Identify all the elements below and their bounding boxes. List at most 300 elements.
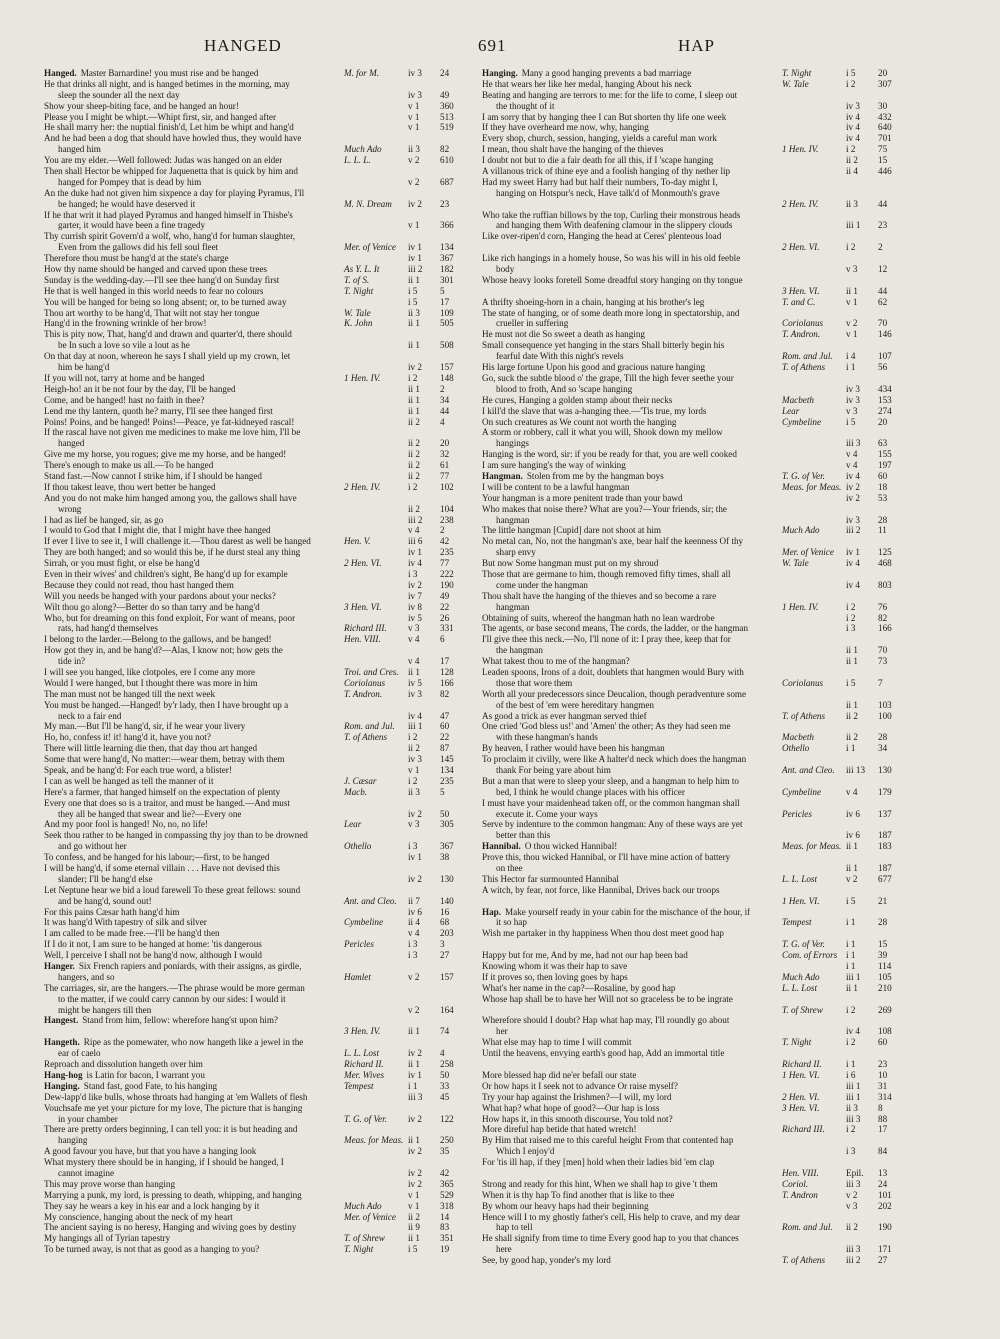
concordance-line: [482, 427, 912, 438]
act-scene: ii 1: [846, 841, 858, 852]
quotation: [496, 830, 550, 841]
quotation: [44, 427, 300, 438]
quotation-text: hanged him: [58, 144, 101, 155]
act-scene: iv 3: [846, 394, 860, 405]
quotation-text: If it proves so, then loving goes by haps: [482, 971, 628, 982]
line-number: 88: [878, 1113, 888, 1124]
act-scene: iv 2: [408, 1113, 422, 1124]
concordance-line: [482, 144, 912, 155]
quotation: [44, 231, 295, 242]
quotation-text: and hanging them With deafening clamour in the slippery clouds: [496, 220, 733, 231]
act-scene: i 2: [846, 144, 856, 155]
quotation-text: the thought of it: [496, 100, 555, 111]
quotation-text: hangings: [496, 438, 529, 449]
act-scene: iv 3: [408, 688, 422, 699]
concordance-line: [44, 1048, 474, 1059]
quotation-text: He shall signify from time to time Every good hap to you that chances: [482, 1233, 739, 1244]
quotation: [482, 656, 630, 667]
play-title: Meas. for Meas.: [344, 1135, 404, 1146]
concordance-line: [44, 166, 474, 177]
concordance-line: [482, 994, 912, 1005]
quotation-text: Beating and hanging are terrors to me: for the life to come, I sleep out: [482, 89, 738, 100]
quotation-text: Vouchsafe me yet your picture for my love, The picture that is hanging: [44, 1102, 303, 1113]
concordance-line: [44, 210, 474, 221]
act-scene: iv 4: [408, 710, 422, 721]
concordance-line: [44, 830, 474, 841]
quotation-text: Lend me thy lantern, quoth he? marry, I'll see thee hanged first: [44, 405, 273, 416]
act-scene: v 2: [846, 873, 858, 884]
play-title: Pericles: [782, 808, 812, 819]
concordance-line: [482, 231, 912, 242]
quotation: [44, 253, 229, 264]
concordance-line: [482, 547, 912, 558]
quotation: [496, 264, 514, 275]
act-scene: i 1: [846, 1059, 856, 1070]
line-number: 505: [440, 318, 454, 329]
concordance-line: [482, 493, 912, 504]
act-scene: iv 3: [846, 514, 860, 525]
quotation-text: in your chamber: [58, 1113, 118, 1124]
play-title: T. of Shrew: [782, 1004, 823, 1015]
line-number: 44: [440, 405, 450, 416]
quotation: [44, 700, 288, 711]
quotation: [496, 515, 529, 526]
quotation: [496, 809, 598, 820]
act-scene: Epil.: [846, 1167, 864, 1178]
line-number: 82: [440, 688, 450, 699]
act-scene: ii 4: [408, 917, 420, 928]
quotation: [482, 819, 743, 830]
quotation-text: wrong: [58, 503, 82, 514]
line-number: 18: [878, 481, 888, 492]
quotation-text: Like rich hangings in a homely house, So was his will in his old feeble: [482, 253, 741, 264]
line-number: 50: [440, 808, 450, 819]
quotation: [44, 133, 301, 144]
quotation: [482, 1135, 733, 1146]
concordance-line: [482, 1212, 912, 1223]
quotation: [482, 667, 744, 678]
quotation-text: But now Some hangman must put on my shroud: [482, 558, 659, 569]
concordance-line: [44, 939, 474, 950]
quotation-text: Sirrah, or you must fight, or else be hang'd: [44, 558, 200, 569]
act-scene: i 5: [408, 296, 418, 307]
quotation-text: hanged: [58, 438, 85, 449]
quotation: [482, 613, 715, 624]
quotation-text: Stand from him, fellow: wherefore hang'st upon him?: [82, 1015, 278, 1026]
concordance-line: [482, 667, 912, 678]
concordance-line: [482, 177, 912, 188]
line-number: 6: [440, 634, 445, 645]
act-scene: iii 2: [846, 525, 861, 536]
concordance-line: [482, 656, 912, 667]
play-title: T. of S.: [344, 274, 370, 285]
quotation-text: Therefore thou must be hang'd at the state's charge: [44, 253, 229, 264]
quotation-text: Strong and ready for this hint, When we shall hap to give 't them: [482, 1178, 718, 1189]
concordance-line: [44, 1135, 474, 1146]
quotation-text: Stand fast, good Fate, to his hanging: [83, 1080, 218, 1091]
quotation: [58, 220, 205, 231]
concordance-line: [482, 1059, 912, 1070]
act-scene: i 3: [846, 1146, 856, 1157]
line-number: 11: [878, 525, 887, 536]
quotation-text: Who take the ruffian billows by the top, Curling their monstrous heads: [482, 209, 741, 220]
quotation-text: When it is thy hap To find another that is like to thee: [482, 1189, 675, 1200]
quotation: [496, 700, 654, 711]
quotation-text: On such creatures as We count not worth the hanging: [482, 416, 677, 427]
quotation-text: If I do it not, I am sure to be hanged at home: 'tis dangerous: [44, 939, 262, 950]
act-scene: ii 3: [846, 1102, 858, 1113]
concordance-line: [482, 155, 912, 166]
quotation-text: Happy but for me, And by me, had not our hap been bad: [482, 950, 688, 961]
act-scene: iv 2: [408, 1178, 422, 1189]
line-number: 20: [878, 416, 888, 427]
act-scene: i 2: [846, 1124, 856, 1135]
quotation-text: I will see you hanged, like clotpoles, ere I come any more: [44, 666, 256, 677]
concordance-line: [482, 580, 912, 591]
line-number: 146: [878, 329, 892, 340]
quotation-text: hanging on Hotspur's neck, Have talk'd of Monmouth's grave: [496, 187, 720, 198]
line-number: 4: [440, 416, 445, 427]
quotation-text: sharp envy: [496, 547, 536, 558]
act-scene: i 1: [846, 950, 856, 961]
play-title: Richard II.: [344, 1059, 384, 1070]
quotation-text: Who makes that noise there? What are you?—Your friends, sir; the: [482, 503, 727, 514]
quotation-text: Those that are germane to him, though removed fifty times, shall all: [482, 568, 731, 579]
act-scene: iv 7: [408, 590, 422, 601]
line-number: 365: [440, 1178, 454, 1189]
quotation-text: come under the hangman: [496, 579, 588, 590]
quotation: [482, 177, 718, 188]
play-title: Much Ado: [344, 1200, 382, 1211]
quotation: [58, 144, 101, 155]
quotation: [44, 961, 301, 972]
quotation-text: be hanged; he would have deserved it: [58, 198, 196, 209]
line-number: 12: [878, 264, 888, 275]
quotation: [496, 384, 632, 395]
quotation: [44, 188, 304, 199]
quotation-text: Wilt thou go along?—Better do so than tarry and be hang'd: [44, 601, 260, 612]
quotation-text: Sunday is the wedding-day.—I'll see thee hang'd on Sunday first: [44, 274, 280, 285]
quotation-text: Many a good hanging prevents a bad marriage: [521, 68, 692, 78]
concordance-line: [482, 1037, 912, 1048]
line-number: 148: [440, 372, 454, 383]
line-number: 49: [440, 590, 450, 601]
act-scene: iii 3: [846, 438, 861, 449]
quotation-text: Prove this, thou wicked Hannibal, or I'll have mine action of battery: [482, 852, 731, 863]
concordance-line: [482, 939, 912, 950]
quotation: [44, 689, 215, 700]
quotation-text: I kill'd the slave that was a-hanging thee.—'Tis true, my lords: [482, 405, 707, 416]
play-title: Hamlet: [344, 971, 371, 982]
line-number: 104: [440, 503, 454, 514]
quotation: [44, 569, 288, 580]
quotation: [482, 1048, 724, 1059]
act-scene: i 5: [408, 1244, 418, 1255]
play-title: Meas. for Meas.: [782, 481, 842, 492]
quotation: [44, 754, 285, 765]
act-scene: iii 2: [408, 264, 423, 275]
act-scene: v 3: [408, 623, 420, 634]
concordance-line: [44, 199, 474, 210]
line-number: 4: [440, 1048, 445, 1059]
act-scene: ii 9: [408, 1222, 420, 1233]
act-scene: ii 2: [846, 732, 858, 743]
act-scene: iv 4: [846, 1026, 860, 1037]
line-number: 30: [878, 100, 888, 111]
quotation: [44, 721, 245, 732]
quotation: [58, 1048, 101, 1059]
act-scene: v 1: [408, 1200, 420, 1211]
quotation: [482, 471, 664, 482]
play-title: 2 Hen. IV.: [782, 198, 819, 209]
quotation-text: He that wears her like her medal, hanging About his neck: [482, 78, 692, 89]
concordance-line: [44, 1222, 474, 1233]
act-scene: v 1: [408, 220, 420, 231]
quotation: [58, 90, 180, 101]
concordance-line: [44, 896, 474, 907]
concordance-line: [44, 1179, 474, 1190]
quotation: [58, 177, 201, 188]
act-scene: i 5: [846, 895, 856, 906]
act-scene: iv 1: [408, 852, 422, 863]
concordance-line: [44, 525, 474, 536]
concordance-line: [482, 1114, 912, 1125]
act-scene: iv 6: [846, 830, 860, 841]
line-number: 508: [440, 340, 454, 351]
quotation: [44, 536, 311, 547]
quotation-text: here: [496, 1244, 512, 1255]
concordance-line: [482, 1092, 912, 1103]
line-number: 187: [878, 863, 892, 874]
quotation: [44, 515, 163, 526]
quotation: [44, 351, 290, 362]
quotation-text: I doubt not but to die a fair death for all this, if I 'scape hanging: [482, 155, 714, 166]
line-number: 803: [878, 579, 892, 590]
concordance-line: [44, 275, 474, 286]
concordance-line: [44, 297, 474, 308]
play-title: Pericles: [344, 939, 374, 950]
quotation: [482, 253, 740, 264]
line-number: 250: [440, 1135, 454, 1146]
act-scene: ii 2: [846, 1222, 858, 1233]
play-title: T. G. of Ver.: [344, 1113, 387, 1124]
line-number: 63: [878, 438, 888, 449]
line-number: 34: [440, 394, 450, 405]
quotation: [44, 863, 280, 874]
quotation: [58, 656, 85, 667]
quotation: [482, 852, 730, 863]
act-scene: iv 4: [846, 122, 860, 133]
quotation: [482, 133, 717, 144]
quotation-text: Poins! Poins, and be hanged! Poins!—Peace, ye fat-kidneyed rascal!: [44, 416, 295, 427]
play-title: T. and C.: [782, 296, 816, 307]
concordance-line: [44, 188, 474, 199]
line-number: 258: [440, 1059, 454, 1070]
concordance-line: [482, 1255, 912, 1266]
quotation-text: cannot imagine: [58, 1167, 114, 1178]
play-title: T. G. of Ver.: [782, 470, 825, 481]
quotation: [44, 830, 308, 841]
concordance-line: [482, 613, 912, 624]
concordance-line: [482, 68, 912, 79]
quotation-text: The agents, or base second means, The cords, the ladder, or the hangman: [482, 623, 749, 634]
concordance-line: [482, 1190, 912, 1201]
quotation: [482, 841, 617, 852]
quotation: [44, 264, 267, 275]
concordance-line: [482, 329, 912, 340]
concordance-line: [44, 885, 474, 896]
concordance-line: [44, 1233, 474, 1244]
concordance-line: [44, 482, 474, 493]
quotation: [44, 460, 213, 471]
act-scene: iv 1: [408, 242, 422, 253]
concordance-line: [482, 1179, 912, 1190]
concordance-line: [44, 591, 474, 602]
quotation: [44, 634, 272, 645]
act-scene: v 4: [846, 460, 858, 471]
quotation-text: There's enough to make us all.—To be hanged: [44, 460, 214, 471]
quotation: [58, 438, 84, 449]
quotation: [482, 754, 746, 765]
quotation-text: If you will not, tarry at home and be hanged: [44, 372, 205, 383]
line-number: 166: [440, 677, 454, 688]
play-title: Macb.: [344, 786, 368, 797]
quotation: [58, 623, 158, 634]
play-title: Mer. Wives: [344, 1069, 385, 1080]
header-left-keyword: HANGED: [204, 36, 282, 55]
concordance-line: [44, 68, 474, 79]
concordance-line: [44, 623, 474, 634]
play-title: Hen. VIII.: [344, 634, 381, 645]
quotation: [58, 994, 286, 1005]
quotation-text: Who, but for dreaming on this fond exploit, For want of means, poor: [44, 612, 296, 623]
quotation: [482, 591, 716, 602]
act-scene: v 4: [408, 634, 420, 645]
act-scene: v 2: [846, 318, 858, 329]
act-scene: ii 2: [408, 416, 420, 427]
concordance-line: [44, 809, 474, 820]
quotation-text: Small consequence yet hanging in the stars Shall bitterly begin his: [482, 340, 725, 351]
quotation-text: Had my sweet Harry had but half their numbers, To-day might I,: [482, 176, 718, 187]
act-scene: iii 1: [846, 1080, 861, 1091]
concordance-line: [44, 308, 474, 319]
concordance-line: [44, 395, 474, 406]
quotation-text: Six French rapiers and poniards, with their assigns, as girdle,: [78, 961, 302, 972]
concordance-line: [44, 721, 474, 732]
quotation: [482, 373, 734, 384]
quotation: [482, 1037, 632, 1048]
concordance-line: [44, 569, 474, 580]
act-scene: iv 2: [408, 198, 422, 209]
quotation: [482, 885, 720, 896]
concordance-line: [482, 133, 912, 144]
line-number: 171: [878, 1244, 892, 1255]
concordance-line: [44, 634, 474, 645]
concordance-line: [482, 90, 912, 101]
quotation-text: The ancient saying is no heresy, Hanging and wiving goes by destiny: [44, 1222, 297, 1233]
quotation-text: the hangman: [496, 645, 543, 656]
quotation-text: Please you I might be whipt.—Whipt first, sir, and hanged after: [44, 111, 277, 122]
quotation: [482, 1092, 672, 1103]
act-scene: v 3: [846, 1200, 858, 1211]
quotation-text: Stolen from me by the hangman boys: [526, 470, 664, 481]
quotation-text: slander; I'll be hang'd else: [58, 873, 153, 884]
line-number: 31: [878, 1080, 888, 1091]
concordance-line: [482, 1070, 912, 1081]
concordance-line: [44, 907, 474, 918]
concordance-line: [482, 732, 912, 743]
line-number: 28: [878, 514, 888, 525]
concordance-line: [44, 133, 474, 144]
act-scene: v 3: [846, 264, 858, 275]
play-title: Tempest: [782, 917, 812, 928]
line-number: 24: [440, 68, 450, 78]
act-scene: iv 8: [408, 601, 422, 612]
act-scene: ii 2: [408, 1211, 420, 1222]
quotation-text: thank For being yare about him: [496, 765, 611, 775]
line-number: 75: [878, 144, 888, 155]
line-number: 269: [878, 1004, 892, 1015]
concordance-line: [482, 678, 912, 689]
quotation: [482, 994, 733, 1005]
quotation-text: The state of hanging, or of some death more long in spectatorship, and: [482, 307, 740, 318]
line-number: 197: [878, 460, 892, 471]
line-number: 187: [878, 830, 892, 841]
act-scene: iv 3: [846, 100, 860, 111]
quotation: [44, 558, 200, 569]
quotation: [482, 68, 691, 79]
concordance-line: [44, 122, 474, 133]
quotation-text: body: [496, 264, 515, 275]
concordance-line: [44, 798, 474, 809]
quotation-text: My man.—But I'll be hang'd, sir, if he wear your livery: [44, 721, 246, 732]
quotation: [58, 1005, 151, 1016]
line-number: 125: [878, 547, 892, 558]
concordance-line: [44, 504, 474, 515]
quotation: [44, 112, 276, 123]
concordance-line: [44, 1146, 474, 1157]
quotation: [44, 384, 236, 395]
play-title: M. for M.: [344, 68, 379, 78]
act-scene: i 5: [846, 677, 856, 688]
quotation-text: I can as well be hanged as tell the manner of it: [44, 775, 214, 786]
quotation: [482, 634, 731, 645]
concordance-line: [482, 318, 912, 329]
quotation: [44, 417, 294, 428]
line-number: 2: [440, 525, 445, 536]
concordance-line: [482, 1157, 912, 1168]
quotation: [44, 1037, 303, 1048]
quotation-text: But a man that were to sleep your sleep, and a hangman to help him to: [482, 775, 739, 786]
line-number: 14: [440, 1211, 450, 1222]
concordance-line: [44, 689, 474, 700]
concordance-line: [44, 536, 474, 547]
quotation-text: He shall marry her: the nuptial finish'd, Let him be whipt and hang'd: [44, 122, 294, 133]
act-scene: iv 2: [408, 1146, 422, 1157]
quotation: [482, 493, 683, 504]
headword: Hanging.: [44, 1080, 80, 1091]
act-scene: i 5: [408, 285, 418, 296]
play-title: T. Night: [782, 1037, 812, 1048]
concordance-line: [482, 210, 912, 221]
concordance-line: [482, 819, 912, 830]
quotation: [44, 580, 234, 591]
quotation-text: And you do not make him hanged among you, the gallows shall have: [44, 492, 297, 503]
quotation: [496, 580, 588, 591]
quotation-text: I will be content to be a lawful hangman: [482, 481, 630, 492]
line-number: 432: [878, 111, 892, 122]
quotation-text: More direful hap betide that hated wretch!: [482, 1124, 637, 1135]
